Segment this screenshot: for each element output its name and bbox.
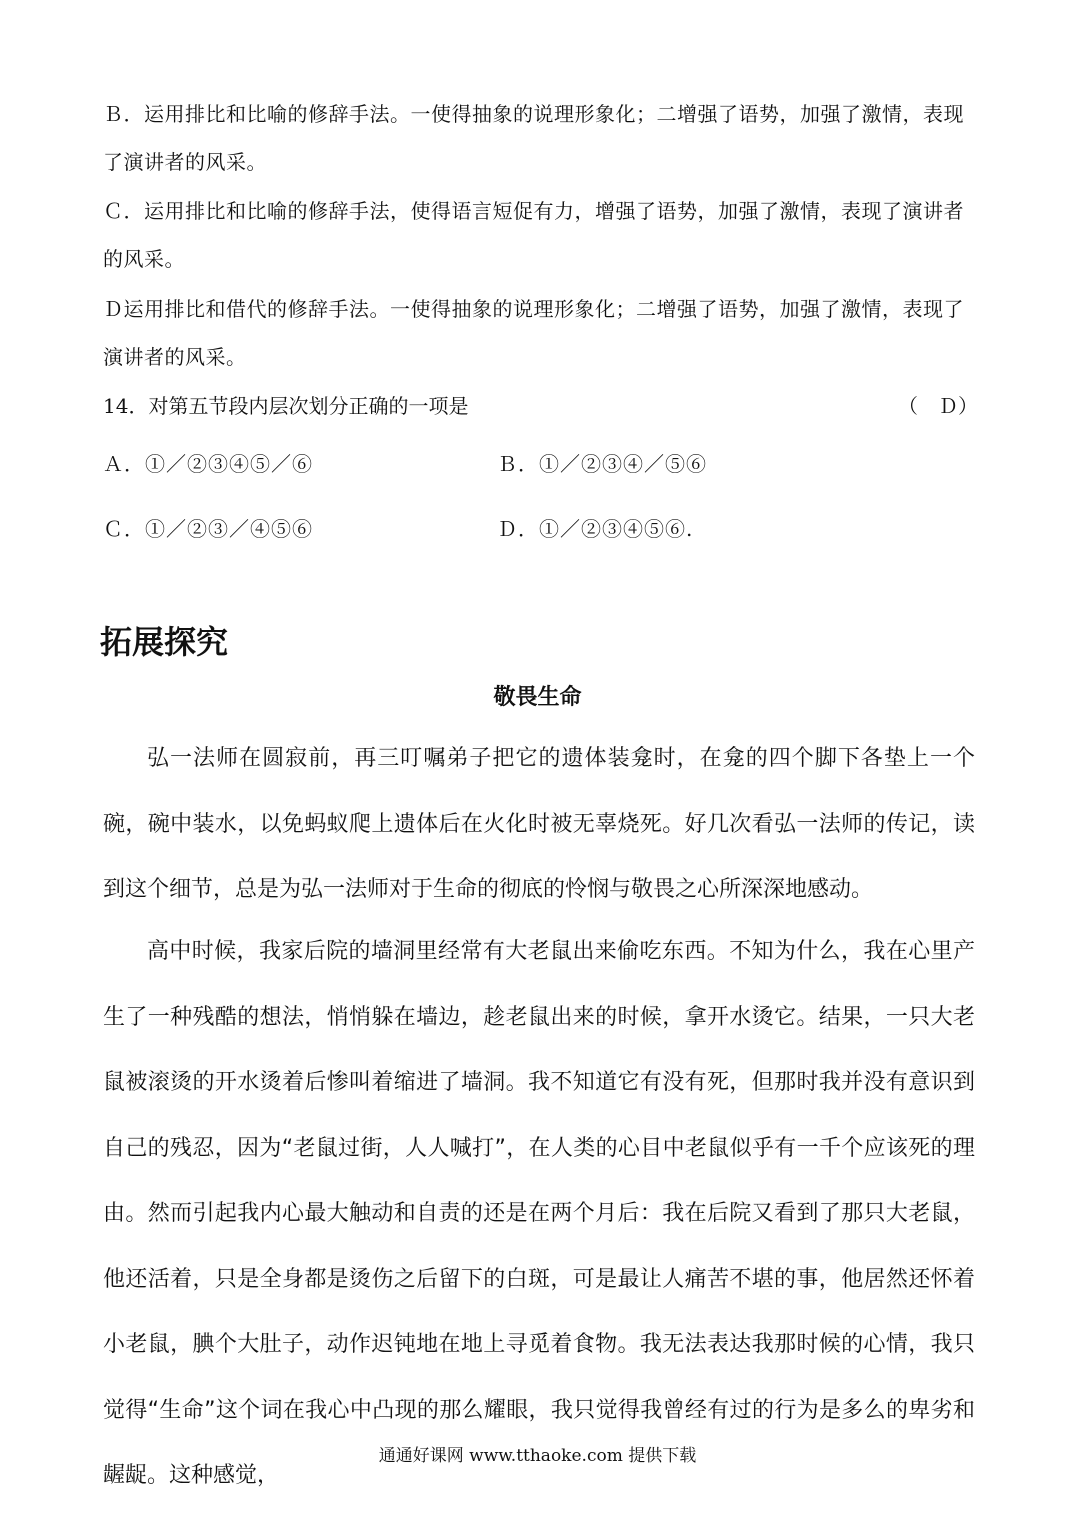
article-title: 敬畏生命 — [493, 685, 582, 710]
choice-c: Ｃ．①／②③／④⑤⑥ — [103, 517, 313, 541]
option-c-13: Ｃ．运用排比和比喻的修辞手法，使得语言短促有力，增强了语势，加强了激情，表现了演讲者的风采。 — [103, 199, 964, 271]
page-footer: 通通好课网 www.tthaoke.com 提供下载 — [378, 1446, 697, 1466]
section-heading: 拓展探究 — [100, 623, 229, 661]
choice-b: Ｂ．①／②③④／⑤⑥ — [497, 452, 707, 476]
question-14-stem: 14．对第五节段内层次划分正确的一项是 — [103, 394, 469, 418]
choice-a: Ａ．①／②③④⑤／⑥ — [103, 452, 313, 476]
question-14-answer: （ Ｄ） — [898, 394, 978, 418]
choice-d: Ｄ．①／②③④⑤⑥. — [497, 517, 694, 541]
option-d-13: Ｄ运用排比和借代的修辞手法。一使得抽象的说理形象化；二增强了语势，加强了激情，表现了演讲者的风采。 — [103, 297, 964, 369]
article-paragraph: 高中时候，我家后院的墙洞里经常有大老鼠出来偷吃东西。不知为什么，我在心里产生了一种残酷的想法，悄悄躲在墙边，趁老鼠出来的时候，拿开水烫它。结果，一只大老鼠被滚烫的开水烫着后惨叫着缩进了墙洞。我不知道它有没有死，但那时我并没有意识到自己的残忍，因为“老鼠过街，人人喊打”，在人类的心目中老鼠似乎有一千个应该死的理由。然而引起我内心最大触动和自责的还是在两个月后：我在后院又看到了那只大老鼠，他还活着，只是全身都是烫伤之后留下的白斑，可是最让人痛苦不堪的事，他居然还怀着小老鼠，腆个大肚子，动作迟钝地在地上寻觅着食物。我无法表达我那时候的心情，我只觉得“生命”这个词在我心中凸现的那么耀眼，我只觉得我曾经有过的行为是多么的卑劣和龌龊。这种感觉， — [103, 939, 975, 1488]
article-paragraph: 弘一法师在圆寂前，再三叮嘱弟子把它的遗体装龛时，在龛的四个脚下各垫上一个碗，碗中装水，以免蚂蚁爬上遗体后在火化时被无辜烧死。好几次看弘一法师的传记，读到这个细节，总是为弘一法师对于生命的彻底的怜悯与敬畏之心所深深地感动。 — [103, 746, 975, 902]
option-b-13: Ｂ．运用排比和比喻的修辞手法。一使得抽象的说理形象化；二增强了语势，加强了激情，表现了演讲者的风采。 — [103, 102, 964, 174]
question-14 — [103, 382, 978, 430]
